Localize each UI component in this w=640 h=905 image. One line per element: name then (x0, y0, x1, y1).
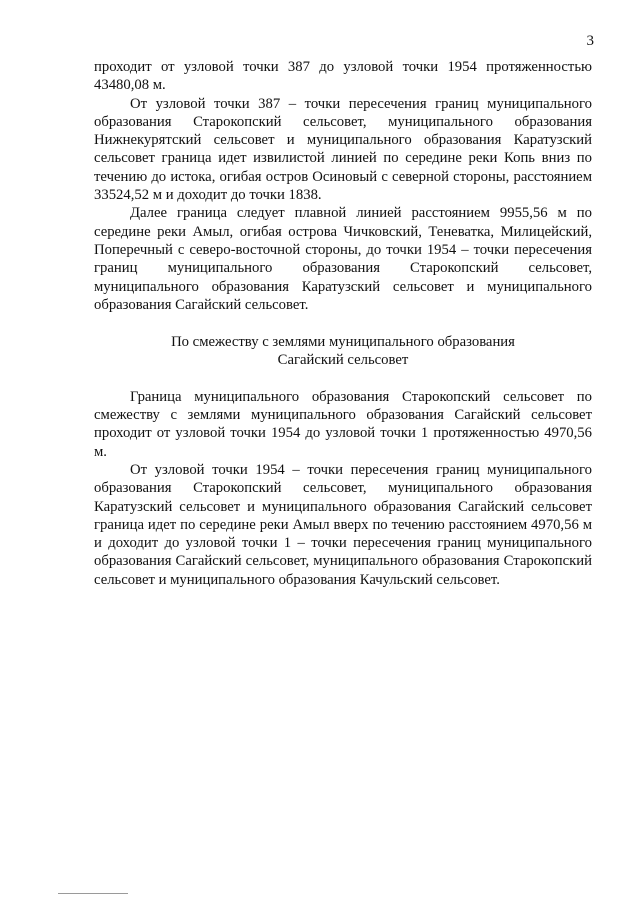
page-number: 3 (586, 33, 594, 49)
section-heading (94, 333, 592, 370)
paragraph-sagaisky-boundary: От узловой точки 1954 – точки пересечения границ муниципального образования Старокопский сельсовет, муниципального образования Каратузский сельсовет и муниципального образования Сагайский сельсовет граница идет по середине реки Амыл вверх по течению расстоянием 4970,56 м и доходит до узловой точки 1 – точки пересечения границ муниципального образования Сагайский сельсовет, муниципального образования Старокопский сельсовет и муниципального образования Качульский сельсовет. (94, 461, 592, 588)
paragraph-boundary-amyl: Далее граница следует плавной линией расстоянием 9955,56 м по середине реки Амыл, огибая острова Чичковский, Теневатка, Милицейский, Поперечный с северо-восточной стороны, до точки 1954 – точки пересечения границ муниципального образования Старокопский сельсовет, муниципального образования Каратузский сельсовет и муниципального образования Сагайский сельсовет. (94, 205, 592, 313)
paragraph-boundary-from-387: От узловой точки 387 – точки пересечения границ муниципального образования Старокопский сельсовет, муниципального образования Нижнекурятский сельсовет и муниципального образования Каратузский сельсовет граница идет извилистой линией по середине реки Копь вниз по течению до истока, огибая остров Осиновый с северной стороны, расстоянием 33524,52 м и доходит до точки 1838. (94, 95, 592, 204)
footer-divider (58, 893, 128, 894)
document-body (94, 58, 592, 589)
section-heading-line-2: Сагайский сельсовет (277, 352, 409, 369)
section-heading-line-1: По смежеству с землями муниципального образования (171, 334, 515, 351)
paragraph-sagaisky-summary: Граница муниципального образования Старокопский сельсовет по смежеству с землями муниципального образования Сагайский сельсовет проходит от узловой точки 1954 до узловой точки 1 протяженностью 4970,56 м. (94, 388, 592, 460)
paragraph-continuation: проходит от узловой точки 387 до узловой точки 1954 протяженностью 43480,08 м. (94, 59, 592, 94)
